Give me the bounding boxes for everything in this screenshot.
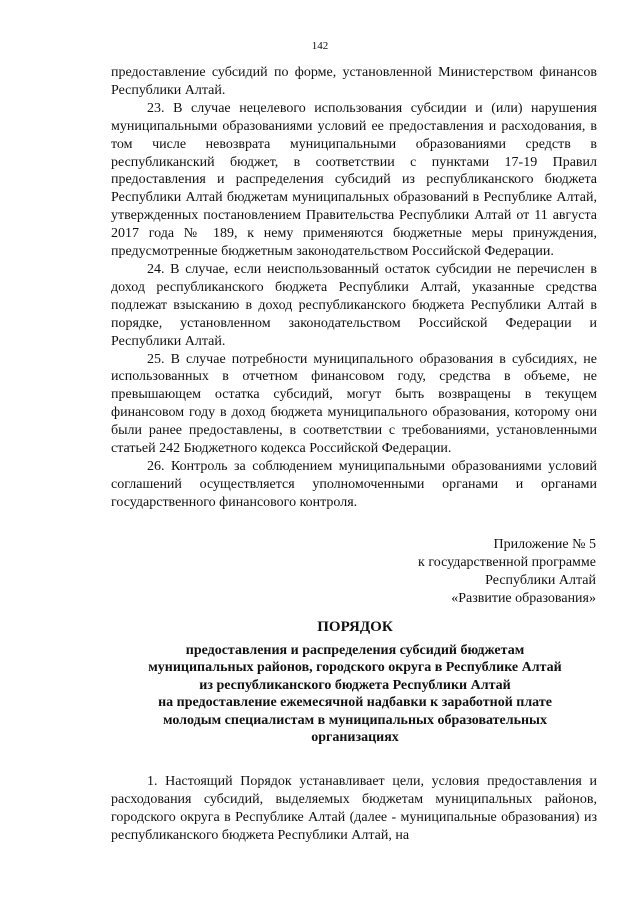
- appendix-program-name: «Развитие образования»: [451, 591, 596, 606]
- paragraph-23: 23. В случае нецелевого использования субсидии и (или) нарушения муниципальными образованиями условий ее предоставления и расходования, в том числе невозврата муниципальными образованиями средств в республиканский бюджет, в соответствии с пунктами 17-19 Правил предоставления и распределения субсидий из республиканского бюджета Республики Алтай бюджетам муниципальных образований в Республике Алтай, утвержденных постановлением Правительства Республики Алтай от 11 августа 2017 года № 189, к нему применяются бюджетные меры принуждения, предусмотренные бюджетным законодательством Российской Федерации.: [111, 100, 597, 260]
- title-line-2: муниципальных районов, городского округа в Республике Алтай: [148, 660, 562, 675]
- title-heading: ПОРЯДОК: [317, 619, 393, 635]
- paragraph-26: 26. Контроль за соблюдением муниципальными образованиями условий соглашений осуществляется уполномоченными органами и органами государственного финансового контроля.: [111, 458, 597, 510]
- title-line-3: из республиканского бюджета Республики Алтай: [199, 677, 511, 693]
- clause-1: 1. Настоящий Порядок устанавливает цели, условия предоставления и расходования субсидий, выделяемых бюджетам муниципальных районов, городского округа в Республике Алтай (далее - муниципальные образования) из республиканского бюджета Республики Алтай, на: [111, 774, 597, 843]
- appendix-reference: [418, 536, 596, 608]
- appendix-number: Приложение № 5: [493, 537, 596, 552]
- appendix-program: к государственной программе: [418, 555, 596, 570]
- clause-section: [111, 773, 597, 845]
- title-line-5: молодым специалистам в муниципальных образовательных организациях: [163, 712, 547, 745]
- paragraph-continuation: предоставление субсидий по форме, установленной Министерством финансов Республики Алтай.: [111, 65, 597, 98]
- document-title: [80, 619, 630, 747]
- appendix-region: Республики Алтай: [485, 573, 596, 588]
- paragraph-25: 25. В случае потребности муниципального образования в субсидиях, не использованных в отчетном финансовом году, средства в объеме, не превышающем остатка субсидий, могут быть возвращены в текущем финансовом году в доход бюджета муниципального образования, которому они были ранее предоставлены, в соответствии с требованиями, установленными статьей 242 Бюджетного кодекса Российской Федерации.: [111, 351, 597, 457]
- paragraph-24: 24. В случае, если неиспользованный остаток субсидии не перечислен в доход республиканского бюджета Республики Алтай, указанные средства подлежат взысканию в доход республиканского бюджета Республики Алтай в порядке, установленном законодательством Российской Федерации и Республики Алтай.: [111, 261, 597, 349]
- title-line-1: предоставления и распределения субсидий бюджетам: [185, 642, 525, 658]
- title-line-4: на предоставление ежемесячной надбавки к заработной плате: [158, 695, 552, 710]
- page-number: 142: [311, 40, 329, 52]
- document-body: [111, 64, 597, 512]
